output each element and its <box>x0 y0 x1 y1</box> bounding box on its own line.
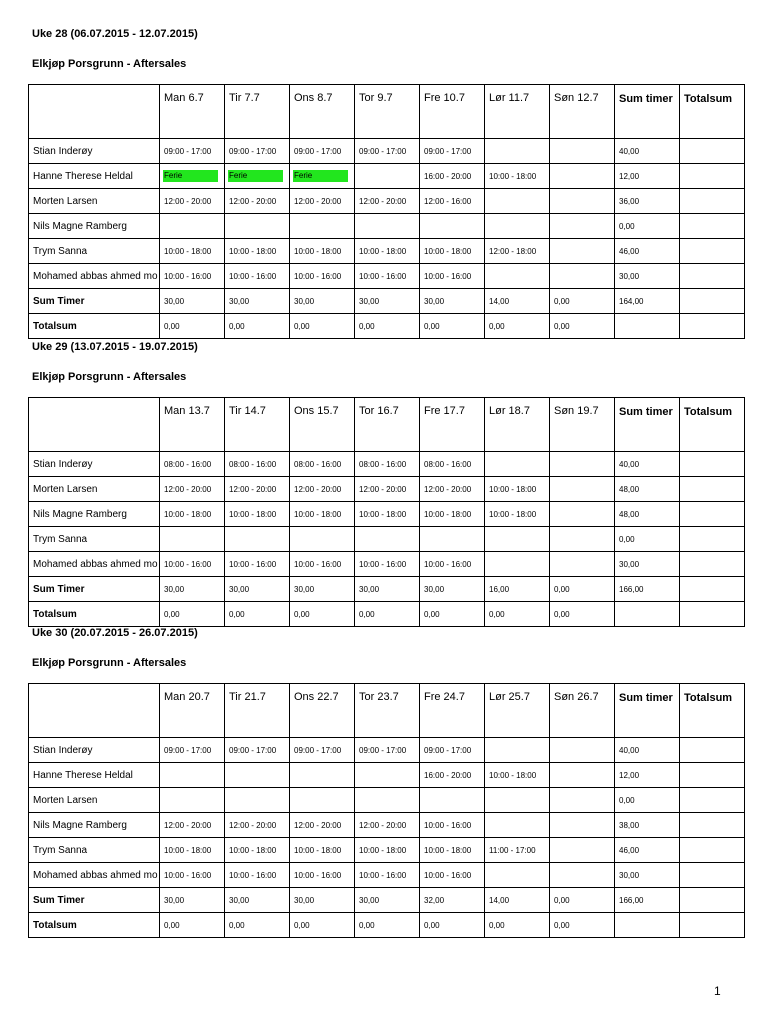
total-cell <box>680 189 745 214</box>
total-cell <box>680 788 745 813</box>
employee-name: Nils Magne Ramberg <box>29 214 160 239</box>
shift-cell: 10:00 - 18:00 <box>160 502 225 527</box>
shift-cell <box>355 788 420 813</box>
shift-cell <box>485 552 550 577</box>
column-header: Man 20.7 <box>160 684 225 738</box>
shift-cell: 0,00 <box>550 289 615 314</box>
employee-row <box>29 813 745 838</box>
shift-cell: 0,00 <box>160 602 225 627</box>
shift-cell: 16:00 - 20:00 <box>420 164 485 189</box>
shift-cell: 09:00 - 17:00 <box>355 139 420 164</box>
total-cell <box>680 527 745 552</box>
shift-cell: 10:00 - 18:00 <box>485 502 550 527</box>
shift-cell: 12:00 - 20:00 <box>160 189 225 214</box>
shift-cell <box>550 788 615 813</box>
employee-name: Stian Inderøy <box>29 452 160 477</box>
sum-cell: 0,00 <box>615 214 680 239</box>
shift-cell <box>550 452 615 477</box>
sum-cell: 166,00 <box>615 888 680 913</box>
shift-cell <box>550 189 615 214</box>
vacation-marker: Ferie <box>163 170 218 182</box>
shift-cell: 10:00 - 18:00 <box>355 239 420 264</box>
shift-cell <box>550 738 615 763</box>
total-cell <box>680 838 745 863</box>
shift-cell: 10:00 - 16:00 <box>355 552 420 577</box>
shift-cell: 08:00 - 16:00 <box>225 452 290 477</box>
sum-cell: 38,00 <box>615 813 680 838</box>
employee-row <box>29 239 745 264</box>
shift-cell: 09:00 - 17:00 <box>420 139 485 164</box>
shift-cell: 09:00 - 17:00 <box>290 139 355 164</box>
shift-cell: 0,00 <box>225 602 290 627</box>
total-cell <box>680 738 745 763</box>
shift-cell: 11:00 - 17:00 <box>485 838 550 863</box>
column-header: Tor 9.7 <box>355 85 420 139</box>
sum-cell: 46,00 <box>615 838 680 863</box>
shift-cell <box>485 738 550 763</box>
shift-cell: 0,00 <box>420 602 485 627</box>
shift-cell <box>420 527 485 552</box>
shift-cell: 09:00 - 17:00 <box>225 738 290 763</box>
header-empty-cell <box>29 85 160 139</box>
shift-cell: 0,00 <box>485 913 550 938</box>
shift-cell: 09:00 - 17:00 <box>420 738 485 763</box>
shift-cell <box>355 214 420 239</box>
header-row <box>29 398 745 452</box>
shift-cell: 10:00 - 16:00 <box>160 264 225 289</box>
shift-cell: 0,00 <box>550 913 615 938</box>
total-cell <box>680 139 745 164</box>
shift-cell: 10:00 - 16:00 <box>225 264 290 289</box>
summary-row <box>29 314 745 339</box>
column-header: Ons 22.7 <box>290 684 355 738</box>
summary-row <box>29 289 745 314</box>
shift-cell <box>290 214 355 239</box>
column-header: Sum timer <box>615 398 680 452</box>
shift-cell: 12:00 - 20:00 <box>355 477 420 502</box>
employee-row <box>29 164 745 189</box>
shift-cell <box>225 763 290 788</box>
store-title: Elkjøp Porsgrunn - Aftersales <box>32 657 187 669</box>
shift-cell: 10:00 - 18:00 <box>420 239 485 264</box>
shift-cell <box>160 763 225 788</box>
shift-cell: 09:00 - 17:00 <box>290 738 355 763</box>
shift-cell: 10:00 - 18:00 <box>485 164 550 189</box>
shift-cell: 09:00 - 17:00 <box>160 738 225 763</box>
summary-label: Sum Timer <box>29 888 160 913</box>
vacation-marker: Ferie <box>293 170 348 182</box>
shift-cell: 12:00 - 20:00 <box>355 813 420 838</box>
sum-cell: 0,00 <box>615 788 680 813</box>
shift-cell: 12:00 - 20:00 <box>225 477 290 502</box>
shift-cell: 08:00 - 16:00 <box>420 452 485 477</box>
employee-name: Mohamed abbas ahmed mo <box>29 552 160 577</box>
shift-cell <box>485 788 550 813</box>
shift-cell: 30,00 <box>225 289 290 314</box>
shift-cell <box>355 763 420 788</box>
shift-cell: 14,00 <box>485 289 550 314</box>
employee-row <box>29 527 745 552</box>
column-header: Tir 21.7 <box>225 684 290 738</box>
shift-cell: 10:00 - 18:00 <box>355 838 420 863</box>
employee-name: Morten Larsen <box>29 788 160 813</box>
total-cell <box>680 763 745 788</box>
shift-cell: 12:00 - 16:00 <box>420 189 485 214</box>
shift-cell: 10:00 - 18:00 <box>225 239 290 264</box>
total-cell <box>680 502 745 527</box>
employee-name: Trym Sanna <box>29 239 160 264</box>
employee-name: Morten Larsen <box>29 477 160 502</box>
page-number: 1 <box>714 984 721 998</box>
column-header: Fre 17.7 <box>420 398 485 452</box>
sum-cell: 30,00 <box>615 264 680 289</box>
shift-cell: 10:00 - 16:00 <box>225 863 290 888</box>
shift-cell: 16,00 <box>485 577 550 602</box>
column-header: Lør 11.7 <box>485 85 550 139</box>
column-header: Man 6.7 <box>160 85 225 139</box>
summary-row <box>29 913 745 938</box>
shift-cell <box>485 452 550 477</box>
week-title: Uke 29 (13.07.2015 - 19.07.2015) <box>32 341 198 353</box>
shift-cell <box>550 214 615 239</box>
shift-cell <box>160 788 225 813</box>
shift-cell: 10:00 - 18:00 <box>355 502 420 527</box>
sum-cell: 30,00 <box>615 552 680 577</box>
employee-name: Mohamed abbas ahmed mo <box>29 863 160 888</box>
shift-cell: 10:00 - 18:00 <box>485 477 550 502</box>
shift-cell <box>550 527 615 552</box>
sum-cell: 164,00 <box>615 289 680 314</box>
shift-cell: 10:00 - 18:00 <box>420 502 485 527</box>
shift-cell: 30,00 <box>420 577 485 602</box>
employee-row <box>29 189 745 214</box>
shift-cell: 0,00 <box>225 913 290 938</box>
shift-cell <box>550 863 615 888</box>
sum-cell: 166,00 <box>615 577 680 602</box>
employee-name: Stian Inderøy <box>29 139 160 164</box>
shift-cell <box>160 527 225 552</box>
shift-cell: 0,00 <box>355 314 420 339</box>
header-row <box>29 684 745 738</box>
schedule-table <box>28 683 745 938</box>
sum-cell: 46,00 <box>615 239 680 264</box>
sum-cell: 40,00 <box>615 139 680 164</box>
total-cell <box>680 863 745 888</box>
shift-cell: 30,00 <box>290 577 355 602</box>
total-cell <box>680 477 745 502</box>
shift-cell <box>290 788 355 813</box>
shift-cell: 0,00 <box>550 314 615 339</box>
shift-cell <box>550 838 615 863</box>
shift-cell: 0,00 <box>355 913 420 938</box>
summary-row <box>29 602 745 627</box>
shift-cell: 12:00 - 20:00 <box>290 477 355 502</box>
total-cell <box>680 264 745 289</box>
total-cell <box>680 289 745 314</box>
column-header: Ons 15.7 <box>290 398 355 452</box>
column-header: Tor 16.7 <box>355 398 420 452</box>
shift-cell: 0,00 <box>355 602 420 627</box>
shift-cell: 0,00 <box>160 913 225 938</box>
shift-cell: 08:00 - 16:00 <box>290 452 355 477</box>
summary-label: Totalsum <box>29 913 160 938</box>
shift-cell: 12:00 - 20:00 <box>225 813 290 838</box>
shift-cell: 09:00 - 17:00 <box>355 738 420 763</box>
shift-cell: 10:00 - 16:00 <box>160 552 225 577</box>
employee-name: Hanne Therese Heldal <box>29 763 160 788</box>
week-title: Uke 30 (20.07.2015 - 26.07.2015) <box>32 627 198 639</box>
store-title: Elkjøp Porsgrunn - Aftersales <box>32 58 187 70</box>
shift-cell: 30,00 <box>290 888 355 913</box>
column-header: Totalsum <box>680 684 745 738</box>
shift-cell <box>550 264 615 289</box>
shift-cell: 30,00 <box>290 289 355 314</box>
shift-cell: 32,00 <box>420 888 485 913</box>
shift-cell <box>290 527 355 552</box>
shift-cell <box>550 813 615 838</box>
employee-name: Trym Sanna <box>29 527 160 552</box>
sum-cell <box>615 602 680 627</box>
shift-cell <box>160 214 225 239</box>
employee-name: Hanne Therese Heldal <box>29 164 160 189</box>
shift-cell: 10:00 - 18:00 <box>225 502 290 527</box>
shift-cell: 0,00 <box>420 314 485 339</box>
shift-cell: 10:00 - 18:00 <box>290 838 355 863</box>
column-header: Sum timer <box>615 85 680 139</box>
shift-cell: 10:00 - 16:00 <box>355 264 420 289</box>
sum-cell: 12,00 <box>615 763 680 788</box>
shift-cell: 10:00 - 18:00 <box>290 502 355 527</box>
shift-cell: 12:00 - 20:00 <box>225 189 290 214</box>
summary-label: Totalsum <box>29 602 160 627</box>
total-cell <box>680 577 745 602</box>
summary-label: Totalsum <box>29 314 160 339</box>
total-cell <box>680 452 745 477</box>
employee-row <box>29 788 745 813</box>
shift-cell <box>550 239 615 264</box>
column-header: Søn 26.7 <box>550 684 615 738</box>
shift-cell: 0,00 <box>485 602 550 627</box>
shift-cell: 09:00 - 17:00 <box>225 139 290 164</box>
shift-cell: 12:00 - 20:00 <box>160 813 225 838</box>
shift-cell <box>550 763 615 788</box>
week-title: Uke 28 (06.07.2015 - 12.07.2015) <box>32 28 198 40</box>
shift-cell: 10:00 - 18:00 <box>485 763 550 788</box>
employee-row <box>29 738 745 763</box>
schedule-table <box>28 84 745 339</box>
shift-cell: 0,00 <box>160 314 225 339</box>
summary-row <box>29 888 745 913</box>
sum-cell: 48,00 <box>615 502 680 527</box>
header-empty-cell <box>29 684 160 738</box>
shift-cell: 30,00 <box>225 888 290 913</box>
shift-cell: 10:00 - 16:00 <box>290 863 355 888</box>
store-title: Elkjøp Porsgrunn - Aftersales <box>32 371 187 383</box>
total-cell <box>680 214 745 239</box>
shift-cell: 0,00 <box>420 913 485 938</box>
employee-row <box>29 264 745 289</box>
employee-name: Trym Sanna <box>29 838 160 863</box>
shift-cell: 0,00 <box>550 602 615 627</box>
shift-cell: 0,00 <box>290 913 355 938</box>
employee-row <box>29 452 745 477</box>
sum-cell: 30,00 <box>615 863 680 888</box>
employee-name: Stian Inderøy <box>29 738 160 763</box>
shift-cell: 16:00 - 20:00 <box>420 763 485 788</box>
summary-label: Sum Timer <box>29 289 160 314</box>
employee-row <box>29 863 745 888</box>
total-cell <box>680 239 745 264</box>
shift-cell: 10:00 - 18:00 <box>160 239 225 264</box>
total-cell <box>680 552 745 577</box>
shift-cell <box>550 552 615 577</box>
summary-label: Sum Timer <box>29 577 160 602</box>
shift-cell: 0,00 <box>550 577 615 602</box>
shift-cell: 12:00 - 20:00 <box>355 189 420 214</box>
shift-cell <box>420 214 485 239</box>
shift-cell <box>550 139 615 164</box>
employee-name: Mohamed abbas ahmed mo <box>29 264 160 289</box>
sum-cell <box>615 913 680 938</box>
shift-cell: 30,00 <box>225 577 290 602</box>
shift-cell: 10:00 - 18:00 <box>225 838 290 863</box>
shift-cell: 12:00 - 20:00 <box>290 813 355 838</box>
shift-cell: 10:00 - 18:00 <box>160 838 225 863</box>
shift-cell: 10:00 - 16:00 <box>160 863 225 888</box>
shift-cell: 30,00 <box>355 289 420 314</box>
employee-row <box>29 139 745 164</box>
total-cell <box>680 314 745 339</box>
shift-cell <box>485 214 550 239</box>
employee-row <box>29 502 745 527</box>
shift-cell: 10:00 - 18:00 <box>420 838 485 863</box>
column-header: Totalsum <box>680 398 745 452</box>
shift-cell: 10:00 - 16:00 <box>420 863 485 888</box>
shift-cell <box>355 164 420 189</box>
column-header: Ons 8.7 <box>290 85 355 139</box>
employee-name: Nils Magne Ramberg <box>29 502 160 527</box>
shift-cell <box>290 164 355 189</box>
shift-cell <box>485 139 550 164</box>
employee-row <box>29 763 745 788</box>
sum-cell: 40,00 <box>615 738 680 763</box>
shift-cell: 12:00 - 20:00 <box>420 477 485 502</box>
employee-name: Morten Larsen <box>29 189 160 214</box>
shift-cell: 0,00 <box>290 314 355 339</box>
total-cell <box>680 164 745 189</box>
column-header: Sum timer <box>615 684 680 738</box>
column-header: Lør 18.7 <box>485 398 550 452</box>
sum-cell: 48,00 <box>615 477 680 502</box>
column-header: Fre 24.7 <box>420 684 485 738</box>
shift-cell <box>225 527 290 552</box>
shift-cell <box>225 164 290 189</box>
vacation-marker: Ferie <box>228 170 283 182</box>
shift-cell: 10:00 - 16:00 <box>225 552 290 577</box>
shift-cell: 10:00 - 16:00 <box>420 552 485 577</box>
column-header: Fre 10.7 <box>420 85 485 139</box>
employee-row <box>29 838 745 863</box>
column-header: Søn 12.7 <box>550 85 615 139</box>
shift-cell: 12:00 - 20:00 <box>290 189 355 214</box>
column-header: Tor 23.7 <box>355 684 420 738</box>
column-header: Totalsum <box>680 85 745 139</box>
shift-cell: 10:00 - 16:00 <box>420 264 485 289</box>
shift-cell <box>225 214 290 239</box>
shift-cell: 10:00 - 16:00 <box>290 552 355 577</box>
shift-cell <box>485 189 550 214</box>
shift-cell <box>225 788 290 813</box>
shift-cell: 10:00 - 16:00 <box>420 813 485 838</box>
total-cell <box>680 888 745 913</box>
shift-cell <box>550 477 615 502</box>
column-header: Lør 25.7 <box>485 684 550 738</box>
shift-cell <box>550 502 615 527</box>
shift-cell: 0,00 <box>550 888 615 913</box>
shift-cell <box>550 164 615 189</box>
shift-cell: 10:00 - 16:00 <box>290 264 355 289</box>
employee-row <box>29 477 745 502</box>
shift-cell: 08:00 - 16:00 <box>355 452 420 477</box>
shift-cell: 14,00 <box>485 888 550 913</box>
shift-cell <box>485 264 550 289</box>
header-empty-cell <box>29 398 160 452</box>
total-cell <box>680 813 745 838</box>
column-header: Tir 7.7 <box>225 85 290 139</box>
summary-row <box>29 577 745 602</box>
total-cell <box>680 913 745 938</box>
shift-cell <box>485 813 550 838</box>
shift-cell: 30,00 <box>355 888 420 913</box>
shift-cell: 09:00 - 17:00 <box>160 139 225 164</box>
employee-row <box>29 214 745 239</box>
sum-cell: 36,00 <box>615 189 680 214</box>
shift-cell <box>355 527 420 552</box>
shift-cell: 10:00 - 16:00 <box>355 863 420 888</box>
shift-cell: 30,00 <box>160 289 225 314</box>
sum-cell: 12,00 <box>615 164 680 189</box>
shift-cell: 12:00 - 20:00 <box>160 477 225 502</box>
shift-cell: 30,00 <box>160 577 225 602</box>
employee-name: Nils Magne Ramberg <box>29 813 160 838</box>
column-header: Søn 19.7 <box>550 398 615 452</box>
shift-cell: 0,00 <box>485 314 550 339</box>
shift-cell <box>160 164 225 189</box>
column-header: Tir 14.7 <box>225 398 290 452</box>
shift-cell: 10:00 - 18:00 <box>290 239 355 264</box>
employee-row <box>29 552 745 577</box>
shift-cell: 30,00 <box>355 577 420 602</box>
shift-cell <box>420 788 485 813</box>
sum-cell: 40,00 <box>615 452 680 477</box>
shift-cell: 12:00 - 18:00 <box>485 239 550 264</box>
column-header: Man 13.7 <box>160 398 225 452</box>
shift-cell <box>290 763 355 788</box>
shift-cell: 30,00 <box>420 289 485 314</box>
shift-cell: 08:00 - 16:00 <box>160 452 225 477</box>
shift-cell: 0,00 <box>290 602 355 627</box>
total-cell <box>680 602 745 627</box>
shift-cell: 0,00 <box>225 314 290 339</box>
header-row <box>29 85 745 139</box>
sum-cell: 0,00 <box>615 527 680 552</box>
schedule-table <box>28 397 745 627</box>
sum-cell <box>615 314 680 339</box>
shift-cell <box>485 863 550 888</box>
shift-cell: 30,00 <box>160 888 225 913</box>
shift-cell <box>485 527 550 552</box>
